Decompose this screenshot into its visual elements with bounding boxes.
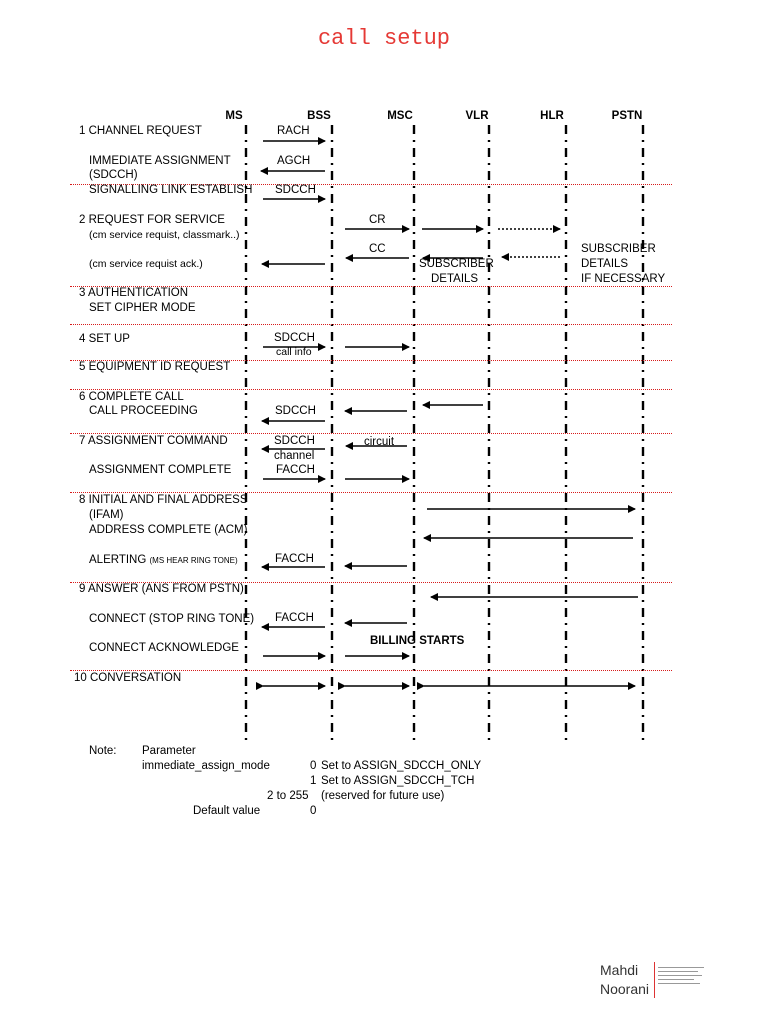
step-call-proceeding: CALL PROCEEDING <box>89 405 198 417</box>
entity-hlr: HLR <box>540 110 564 122</box>
step-signalling-link: SIGNALLING LINK ESTABLISH <box>89 184 253 196</box>
step-request-for-service: 2 REQUEST FOR SERVICE <box>79 214 225 226</box>
step-ifam: (IFAM) <box>89 509 124 521</box>
step-cm-service-ack: (cm service requist ack.) <box>89 258 203 270</box>
step-set-up: 4 SET UP <box>79 333 130 345</box>
separator <box>70 324 672 325</box>
signature-name-last: Noorani <box>600 981 650 997</box>
note-value-0-text: Set to ASSIGN_SDCCH_ONLY <box>321 760 482 772</box>
label-cr: CR <box>369 214 386 226</box>
signature-stamp <box>658 965 708 993</box>
note-param-name: immediate_assign_mode <box>142 760 270 772</box>
label-call-info: call info <box>276 346 312 358</box>
label-sdcch-assign: SDCCH <box>274 435 315 447</box>
label-cc: CC <box>369 243 386 255</box>
label-subscriber-msc: SUBSCRIBER <box>419 258 494 270</box>
note-value-0: 0 <box>310 760 317 772</box>
label-sdcch-proceeding: SDCCH <box>275 405 316 417</box>
note-range: 2 to 255 <box>267 790 309 802</box>
label-billing-starts: BILLING STARTS <box>370 635 465 647</box>
note-default-label: Default value <box>193 805 261 817</box>
note-parameter: Parameter <box>142 745 196 757</box>
step-set-cipher-mode: SET CIPHER MODE <box>89 302 196 314</box>
step-alerting-label: ALERTING <box>89 554 147 566</box>
signature-name-first: Mahdi <box>600 962 639 978</box>
entity-vlr: VLR <box>465 110 489 122</box>
step-cm-service-request: (cm service requist, classmark..) <box>89 229 240 241</box>
label-details-msc: DETAILS <box>431 273 479 285</box>
step-sdcch: (SDCCH) <box>89 169 138 181</box>
note-value-1: 1 <box>310 775 317 787</box>
signature-divider <box>654 962 655 998</box>
label-details-hlr: DETAILS <box>581 258 629 270</box>
step-conversation: 10 CONVERSATION <box>74 672 182 684</box>
label-rach: RACH <box>277 125 310 137</box>
step-connect-acknowledge: CONNECT ACKNOWLEDGE <box>89 642 239 654</box>
label-facch-assign: FACCH <box>276 464 315 476</box>
page-title: call setup <box>317 26 451 51</box>
step-channel-request: 1 CHANNEL REQUEST <box>79 125 202 137</box>
label-subscriber-hlr: SUBSCRIBER <box>581 243 656 255</box>
note-range-text: (reserved for future use) <box>321 790 445 802</box>
step-equipment-id: 5 EQUIPMENT ID REQUEST <box>79 361 231 373</box>
step-connect: CONNECT (STOP RING TONE) <box>89 613 255 625</box>
entity-pstn: PSTN <box>611 110 643 122</box>
step-authentication: 3 AUTHENTICATION <box>79 287 189 299</box>
label-facch-alert: FACCH <box>275 553 314 565</box>
step-assignment-complete: ASSIGNMENT COMPLETE <box>89 464 232 476</box>
entity-msc: MSC <box>387 110 413 122</box>
step-alerting-note: (MS HEAR RING TONE) <box>149 556 238 565</box>
step-alerting <box>89 553 238 568</box>
step-initial-final-address: 8 INITIAL AND FINAL ADDRESS <box>79 494 248 506</box>
label-channel: channel <box>274 450 315 462</box>
step-answer: 9 ANSWER (ANS FROM PSTN) <box>79 583 244 595</box>
note-label: Note: <box>89 745 117 757</box>
label-agch: AGCH <box>277 155 311 167</box>
label-facch-connect: FACCH <box>275 612 314 624</box>
note-default-value: 0 <box>310 805 317 817</box>
label-if-necessary: IF NECESSARY <box>581 273 666 285</box>
note-value-1-text: Set to ASSIGN_SDCCH_TCH <box>321 775 475 787</box>
step-address-complete: ADDRESS COMPLETE (ACM) <box>89 524 248 536</box>
entity-ms: MS <box>225 110 243 122</box>
label-sdcch: SDCCH <box>275 184 316 196</box>
entity-bss: BSS <box>307 110 331 122</box>
step-immediate-assignment: IMMEDIATE ASSIGNMENT <box>89 155 231 167</box>
step-assignment-command: 7 ASSIGNMENT COMMAND <box>79 435 228 447</box>
step-complete-call: 6 COMPLETE CALL <box>79 391 184 403</box>
label-circuit: circuit <box>364 436 395 448</box>
label-sdcch-setup: SDCCH <box>274 332 315 344</box>
